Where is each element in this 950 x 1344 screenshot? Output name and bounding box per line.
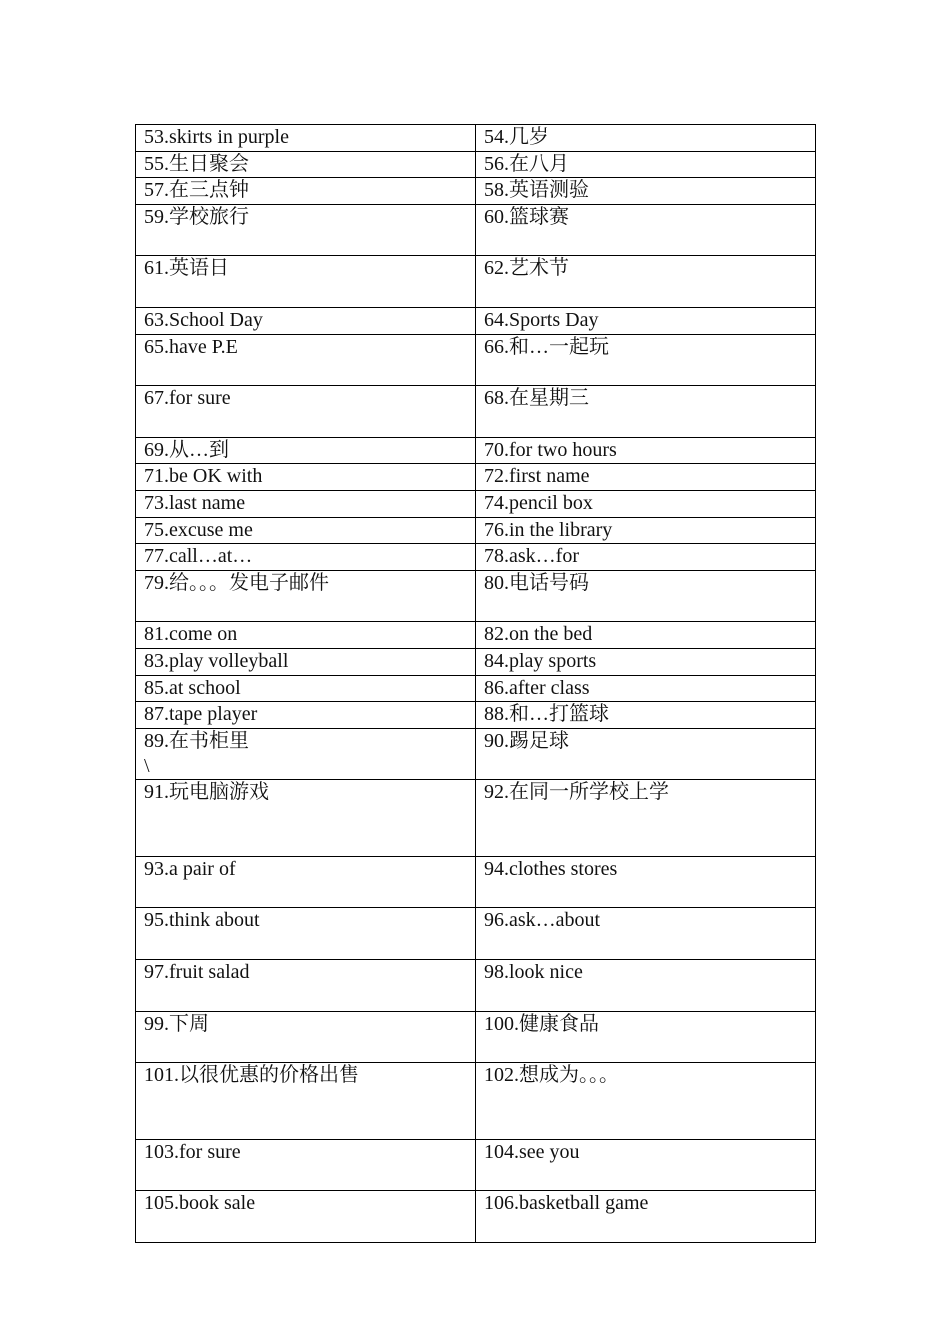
cell-english-or-chinese-left: 59.学校旅行: [136, 204, 476, 256]
cell-english-or-chinese-right: 68.在星期三: [476, 386, 816, 438]
table-row: [136, 437, 816, 464]
table-row: [136, 544, 816, 571]
cell-english-or-chinese-right: 56.在八月: [476, 151, 816, 178]
cell-english-or-chinese-right: 94.clothes stores: [476, 856, 816, 908]
cell-english-or-chinese-right: 74.pencil box: [476, 490, 816, 517]
cell-english-or-chinese-left: 71.be OK with: [136, 464, 476, 491]
cell-english-or-chinese-left: 103.for sure: [136, 1139, 476, 1191]
cell-english-or-chinese-right: 64.Sports Day: [476, 307, 816, 334]
table-row: [136, 490, 816, 517]
cell-english-or-chinese-left: 93.a pair of: [136, 856, 476, 908]
table-row: [136, 908, 816, 960]
cell-english-or-chinese-left: 99.下周: [136, 1011, 476, 1063]
cell-english-or-chinese-left: 69.从…到: [136, 437, 476, 464]
cell-english-or-chinese-left: 57.在三点钟: [136, 178, 476, 205]
cell-english-or-chinese-left: 85.at school: [136, 675, 476, 702]
cell-english-or-chinese-right: 70.for two hours: [476, 437, 816, 464]
cell-english-or-chinese-right: 84.play sports: [476, 648, 816, 675]
cell-english-or-chinese-left: 79.给。。。发电子邮件: [136, 570, 476, 622]
cell-english-or-chinese-right: 72.first name: [476, 464, 816, 491]
table-row: [136, 464, 816, 491]
cell-english-or-chinese-right: 80.电话号码: [476, 570, 816, 622]
table-row: [136, 178, 816, 205]
cell-english-or-chinese-left: 73.last name: [136, 490, 476, 517]
table-row: [136, 622, 816, 649]
cell-english-or-chinese-right: 58.英语测验: [476, 178, 816, 205]
cell-english-or-chinese-left: 63.School Day: [136, 307, 476, 334]
vocab-table-body: [136, 125, 816, 1243]
cell-english-or-chinese-left: 55.生日聚会: [136, 151, 476, 178]
cell-english-or-chinese-right: 100.健康食品: [476, 1011, 816, 1063]
cell-english-or-chinese-left: 77.call…at…: [136, 544, 476, 571]
cell-english-or-chinese-left: 91.玩电脑游戏: [136, 780, 476, 857]
cell-english-or-chinese-left: 97.fruit salad: [136, 960, 476, 1012]
cell-english-or-chinese-right: 82.on the bed: [476, 622, 816, 649]
cell-english-or-chinese-right: 66.和…一起玩: [476, 334, 816, 386]
table-row: [136, 675, 816, 702]
table-row: [136, 1191, 816, 1243]
cell-english-or-chinese-right: 106.basketball game: [476, 1191, 816, 1243]
cell-english-or-chinese-left: 81.come on: [136, 622, 476, 649]
table-row: [136, 334, 816, 386]
table-row: [136, 1139, 816, 1191]
table-row: [136, 780, 816, 857]
cell-english-or-chinese-left: 67.for sure: [136, 386, 476, 438]
cell-english-or-chinese-right: 96.ask…about: [476, 908, 816, 960]
cell-english-or-chinese-right: 92.在同一所学校上学: [476, 780, 816, 857]
cell-english-or-chinese-right: 98.look nice: [476, 960, 816, 1012]
cell-english-or-chinese-right: 62.艺术节: [476, 256, 816, 308]
table-row: [136, 1011, 816, 1063]
cell-english-or-chinese-left: 83.play volleyball: [136, 648, 476, 675]
cell-english-or-chinese-right: 78.ask…for: [476, 544, 816, 571]
cell-english-or-chinese-left: 53.skirts in purple: [136, 125, 476, 152]
table-row: [136, 125, 816, 152]
cell-english-or-chinese-right: 104.see you: [476, 1139, 816, 1191]
cell-english-or-chinese-left: 101.以很优惠的价格出售: [136, 1063, 476, 1140]
cell-english-or-chinese-left: 65.have P.E: [136, 334, 476, 386]
table-row: [136, 386, 816, 438]
table-row: [136, 256, 816, 308]
table-row: [136, 307, 816, 334]
cell-english-or-chinese-left: 95.think about: [136, 908, 476, 960]
table-row: [136, 728, 816, 780]
cell-english-or-chinese-right: 88.和…打篮球: [476, 702, 816, 729]
cell-english-or-chinese-right: 90.踢足球: [476, 728, 816, 780]
cell-english-or-chinese-right: 76.in the library: [476, 517, 816, 544]
cell-english-or-chinese-right: 86.after class: [476, 675, 816, 702]
table-row: [136, 856, 816, 908]
table-row: [136, 702, 816, 729]
cell-english-or-chinese-right: 54.几岁: [476, 125, 816, 152]
table-row: [136, 960, 816, 1012]
cell-english-or-chinese-left: 61.英语日: [136, 256, 476, 308]
cell-english-or-chinese-left: 87.tape player: [136, 702, 476, 729]
vocab-table: [135, 124, 816, 1243]
table-row: [136, 204, 816, 256]
cell-english-or-chinese-left: 105.book sale: [136, 1191, 476, 1243]
cell-english-or-chinese-left: 89.在书柜里 \: [136, 728, 476, 780]
table-row: [136, 648, 816, 675]
cell-english-or-chinese-right: 102.想成为。。。: [476, 1063, 816, 1140]
table-row: [136, 517, 816, 544]
cell-english-or-chinese-right: 60.篮球赛: [476, 204, 816, 256]
table-row: [136, 570, 816, 622]
cell-english-or-chinese-left: 75.excuse me: [136, 517, 476, 544]
table-row: [136, 1063, 816, 1140]
table-row: [136, 151, 816, 178]
